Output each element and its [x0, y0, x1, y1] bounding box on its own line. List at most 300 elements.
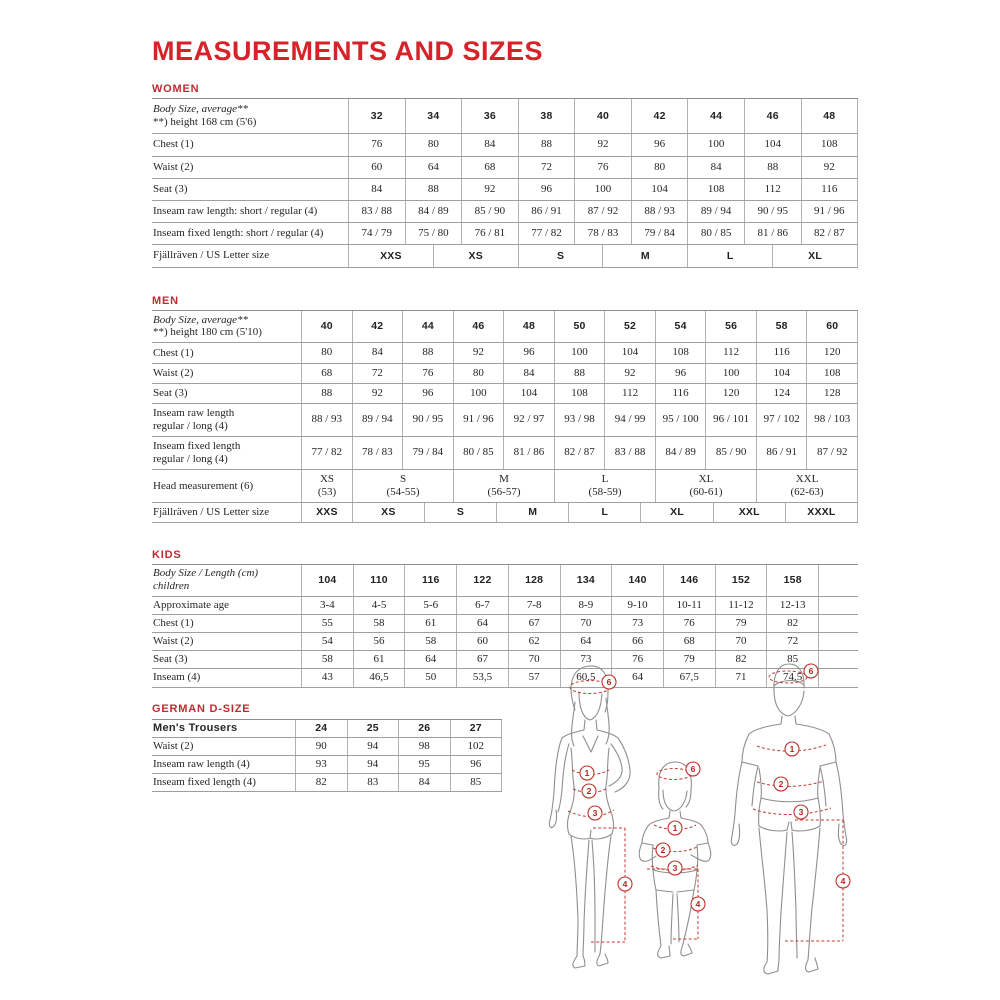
table-cell: XS (53): [301, 470, 352, 502]
svg-text:2: 2: [778, 779, 784, 789]
table-cell: 116: [756, 343, 807, 362]
table-cell: 87 / 92: [806, 437, 858, 469]
table-cell: 61: [353, 651, 405, 668]
table-cell: 76: [402, 364, 453, 383]
table-cell: XXS: [348, 245, 433, 266]
table-cell: 95 / 100: [655, 404, 706, 436]
table-cell: 134: [560, 565, 612, 595]
table-cell: 11-12: [715, 597, 767, 614]
seat-measure-badge: [588, 806, 602, 820]
head-measure-badge: [804, 664, 818, 678]
table-row: [152, 756, 502, 774]
chest-measure-badge: [580, 766, 594, 780]
men-size-table: [152, 310, 858, 524]
table-row: [152, 633, 858, 651]
svg-text:4: 4: [695, 899, 701, 909]
table-cell: 104: [756, 364, 807, 383]
table-cell: 96: [655, 364, 706, 383]
table-cell: 64: [456, 615, 508, 632]
table-cell: 67: [456, 651, 508, 668]
waist-measure-badge: [774, 777, 788, 791]
page-title: MEASUREMENTS AND SIZES: [152, 36, 544, 66]
table-cell: 53,5: [456, 669, 508, 686]
figure-woman: [549, 666, 632, 968]
row-label: Waist (2): [153, 634, 194, 647]
table-cell: 100: [705, 364, 756, 383]
table-cell: 116: [404, 565, 456, 595]
table-cell: L: [687, 245, 772, 266]
table-cell: L: [568, 503, 640, 522]
table-row: [152, 201, 858, 223]
svg-text:4: 4: [840, 876, 846, 886]
table-cell: 79 / 84: [402, 437, 453, 469]
table-cell: 68: [301, 364, 352, 383]
table-cell: 42: [631, 99, 688, 133]
table-cell: 73: [611, 615, 663, 632]
table-cell: 94: [347, 756, 399, 773]
table-row: [152, 311, 858, 344]
row-label: Inseam raw length regular / long (4): [153, 407, 235, 432]
table-cell: 112: [604, 384, 655, 403]
table-cell: 146: [663, 565, 715, 595]
table-cell: 110: [353, 565, 405, 595]
table-cell: 64: [405, 157, 462, 178]
table-cell: 82 / 87: [554, 437, 605, 469]
svg-text:1: 1: [789, 744, 795, 754]
inseam-measure-badge: [618, 877, 632, 891]
table-row: [152, 597, 858, 615]
table-cell: 50: [404, 669, 456, 686]
table-cell: 104: [301, 565, 353, 595]
table-cell: 67: [508, 615, 560, 632]
table-cell: 90: [295, 738, 347, 755]
table-cell: 61: [404, 615, 456, 632]
row-label: Seat (3): [153, 386, 188, 399]
table-cell: 84: [352, 343, 403, 362]
table-cell: 71: [715, 669, 767, 686]
table-cell: XS: [433, 245, 518, 266]
svg-text:4: 4: [622, 879, 628, 889]
table-cell: XL (60-61): [655, 470, 756, 502]
table-cell: 88 / 93: [301, 404, 352, 436]
table-row: [152, 615, 858, 633]
table-row: [152, 470, 858, 503]
table-cell: 76: [574, 157, 631, 178]
table-cell: 86 / 91: [518, 201, 575, 222]
table-cell: 96: [402, 384, 453, 403]
table-filler: [818, 597, 858, 614]
table-cell: 93: [295, 756, 347, 773]
table-cell: 122: [456, 565, 508, 595]
table-cell: 95: [398, 756, 450, 773]
table-cell: 116: [655, 384, 706, 403]
table-cell: XS: [352, 503, 424, 522]
seat-measure-badge: [668, 861, 682, 875]
table-cell: 55: [301, 615, 353, 632]
table-row: [152, 223, 858, 245]
table-cell: M (56-57): [453, 470, 554, 502]
row-label: Inseam raw length (4): [153, 757, 250, 770]
table-cell: 10-11: [663, 597, 715, 614]
table-cell: 48: [503, 311, 554, 343]
table-row: [152, 157, 858, 179]
table-cell: 58: [404, 633, 456, 650]
table-row: [152, 565, 858, 596]
table-cell: 84 / 89: [405, 201, 462, 222]
waist-measure-line: [757, 781, 824, 786]
svg-text:3: 3: [672, 863, 678, 873]
table-cell: 40: [574, 99, 631, 133]
table-cell: 98 / 103: [806, 404, 858, 436]
table-cell: 58: [756, 311, 807, 343]
table-cell: 36: [461, 99, 518, 133]
table-cell: 88: [518, 134, 575, 155]
table-cell: 54: [655, 311, 706, 343]
table-cell: 83: [347, 774, 399, 791]
table-cell: XXL: [713, 503, 785, 522]
row-label: Fjällräven / US Letter size: [153, 506, 270, 519]
table-cell: 100: [574, 179, 631, 200]
head-measure-badge: [602, 675, 616, 689]
table-cell: 70: [508, 651, 560, 668]
section-heading-women: WOMEN: [152, 83, 200, 95]
row-label: Men's Trousers: [153, 721, 238, 734]
row-label: Waist (2): [153, 739, 194, 752]
table-cell: 12-13: [766, 597, 818, 614]
chest-measure-badge: [668, 821, 682, 835]
row-label: Body Size / Length (cm) children: [153, 567, 259, 593]
row-label: Approximate age: [153, 598, 230, 611]
figure-man: [731, 664, 850, 974]
table-cell: 75 / 80: [405, 223, 462, 244]
table-cell: 74,5: [766, 669, 818, 686]
table-cell: 79: [715, 615, 767, 632]
table-row: [152, 384, 858, 404]
table-cell: 56: [705, 311, 756, 343]
table-cell: 84: [348, 179, 405, 200]
table-row: [152, 738, 502, 756]
table-cell: 89 / 94: [352, 404, 403, 436]
table-cell: 25: [347, 720, 399, 737]
row-label: Head measurement (6): [153, 479, 254, 492]
inseam-measure-line: [785, 820, 843, 941]
table-cell: 43: [301, 669, 353, 686]
row-label: Fjällräven / US Letter size: [153, 249, 270, 262]
table-row: [152, 179, 858, 201]
inseam-measure-badge: [836, 874, 850, 888]
table-cell: 76: [611, 651, 663, 668]
table-cell: 27: [450, 720, 503, 737]
svg-text:6: 6: [808, 666, 814, 676]
table-cell: 68: [461, 157, 518, 178]
table-cell: 46: [453, 311, 504, 343]
svg-text:1: 1: [672, 823, 678, 833]
table-cell: 77 / 82: [518, 223, 575, 244]
table-cell: 108: [687, 179, 744, 200]
table-cell: 82: [715, 651, 767, 668]
table-cell: 60: [348, 157, 405, 178]
table-cell: 85: [766, 651, 818, 668]
svg-text:2: 2: [586, 786, 592, 796]
table-cell: 92: [801, 157, 859, 178]
table-cell: 92: [574, 134, 631, 155]
table-cell: 66: [611, 633, 663, 650]
table-cell: 68: [663, 633, 715, 650]
table-cell: 104: [503, 384, 554, 403]
table-cell: 94: [347, 738, 399, 755]
table-cell: 81 / 86: [744, 223, 801, 244]
table-cell: 120: [705, 384, 756, 403]
table-cell: 102: [450, 738, 503, 755]
table-cell: 80 / 85: [453, 437, 504, 469]
table-cell: 100: [453, 384, 504, 403]
table-cell: 76: [348, 134, 405, 155]
table-cell: 24: [295, 720, 347, 737]
table-row: [152, 364, 858, 384]
table-cell: 88: [405, 179, 462, 200]
table-cell: 83 / 88: [604, 437, 655, 469]
table-cell: 84: [461, 134, 518, 155]
table-cell: 98: [398, 738, 450, 755]
table-filler: [818, 615, 858, 632]
svg-text:2: 2: [660, 845, 666, 855]
table-cell: XXL (62-63): [756, 470, 858, 502]
table-cell: 72: [518, 157, 575, 178]
table-cell: 9-10: [611, 597, 663, 614]
table-cell: 44: [402, 311, 453, 343]
table-row: [152, 245, 858, 267]
section-heading-men: MEN: [152, 294, 179, 307]
row-label: Inseam fixed length (4): [153, 776, 256, 789]
table-cell: 46,5: [353, 669, 405, 686]
table-cell: 92: [352, 384, 403, 403]
table-cell: 76: [663, 615, 715, 632]
table-cell: 100: [554, 343, 605, 362]
table-cell: 82: [766, 615, 818, 632]
row-label: Body Size, average** **) height 168 cm (5'6): [153, 103, 257, 129]
table-cell: 79 / 84: [631, 223, 688, 244]
table-cell: 120: [806, 343, 858, 362]
table-cell: 96: [631, 134, 688, 155]
table-cell: 96: [450, 756, 503, 773]
table-cell: XL: [772, 245, 858, 266]
table-cell: 58: [353, 615, 405, 632]
table-cell: 92: [461, 179, 518, 200]
table-cell: 116: [801, 179, 859, 200]
table-cell: 92 / 97: [503, 404, 554, 436]
table-cell: 97 / 102: [756, 404, 807, 436]
table-cell: 48: [801, 99, 859, 133]
table-cell: 104: [604, 343, 655, 362]
table-cell: 56: [353, 633, 405, 650]
table-cell: 64: [560, 633, 612, 650]
table-cell: 92: [604, 364, 655, 383]
table-cell: 89 / 94: [687, 201, 744, 222]
table-cell: 78 / 83: [352, 437, 403, 469]
table-cell: 70: [715, 633, 767, 650]
table-cell: 80: [301, 343, 352, 362]
table-row: [152, 720, 502, 738]
table-cell: 67,5: [663, 669, 715, 686]
row-label: Waist (2): [153, 160, 194, 173]
table-cell: 82 / 87: [801, 223, 859, 244]
table-cell: 84: [398, 774, 450, 791]
table-cell: 91 / 96: [801, 201, 859, 222]
table-cell: 108: [806, 364, 858, 383]
table-cell: 78 / 83: [574, 223, 631, 244]
table-cell: 64: [611, 669, 663, 686]
table-cell: 80 / 85: [687, 223, 744, 244]
table-cell: 62: [508, 633, 560, 650]
table-cell: 128: [508, 565, 560, 595]
table-cell: 8-9: [560, 597, 612, 614]
table-cell: 158: [766, 565, 818, 595]
table-cell: 76 / 81: [461, 223, 518, 244]
svg-text:1: 1: [584, 768, 590, 778]
table-cell: 81 / 86: [503, 437, 554, 469]
svg-text:3: 3: [798, 807, 804, 817]
table-cell: 60: [806, 311, 858, 343]
table-cell: 85 / 90: [705, 437, 756, 469]
table-cell: 42: [352, 311, 403, 343]
table-cell: L (58-59): [554, 470, 655, 502]
table-cell: 40: [301, 311, 352, 343]
table-cell: 70: [560, 615, 612, 632]
table-cell: M: [496, 503, 568, 522]
measurement-figures-illustration: [545, 652, 875, 997]
table-cell: 104: [744, 134, 801, 155]
table-row: [152, 503, 858, 523]
row-label: Inseam (4): [153, 671, 201, 684]
table-cell: 26: [398, 720, 450, 737]
table-cell: S: [424, 503, 496, 522]
table-cell: 57: [508, 669, 560, 686]
table-cell: 108: [801, 134, 859, 155]
table-cell: XL: [640, 503, 712, 522]
seat-measure-badge: [794, 805, 808, 819]
table-row: [152, 437, 858, 470]
table-cell: 73: [560, 651, 612, 668]
table-row: [152, 404, 858, 437]
table-cell: 96: [503, 343, 554, 362]
table-cell: 52: [604, 311, 655, 343]
table-cell: 32: [348, 99, 405, 133]
table-cell: 108: [655, 343, 706, 362]
table-cell: 64: [404, 651, 456, 668]
table-cell: 91 / 96: [453, 404, 504, 436]
table-cell: 152: [715, 565, 767, 595]
table-cell: 83 / 88: [348, 201, 405, 222]
table-cell: 100: [687, 134, 744, 155]
row-label: Chest (1): [153, 138, 194, 151]
row-label: Inseam fixed length: short / regular (4): [153, 227, 324, 240]
table-cell: 96: [518, 179, 575, 200]
table-cell: 38: [518, 99, 575, 133]
table-filler: [818, 633, 858, 650]
row-label: Seat (3): [153, 182, 188, 195]
table-cell: 54: [301, 633, 353, 650]
table-cell: 58: [301, 651, 353, 668]
table-cell: 84 / 89: [655, 437, 706, 469]
table-cell: 77 / 82: [301, 437, 352, 469]
section-heading-kids: KIDS: [152, 549, 182, 562]
table-row: [152, 134, 858, 156]
table-cell: 60: [456, 633, 508, 650]
row-label: Chest (1): [153, 346, 194, 359]
table-cell: 86 / 91: [756, 437, 807, 469]
table-cell: 50: [554, 311, 605, 343]
row-label: Seat (3): [153, 653, 188, 666]
chest-measure-badge: [785, 742, 799, 756]
table-cell: 104: [631, 179, 688, 200]
women-size-table: [152, 98, 858, 268]
svg-text:6: 6: [606, 677, 612, 687]
table-cell: 88: [402, 343, 453, 362]
row-label: Waist (2): [153, 366, 194, 379]
table-cell: 93 / 98: [554, 404, 605, 436]
table-cell: 44: [687, 99, 744, 133]
table-cell: 7-8: [508, 597, 560, 614]
waist-measure-badge: [656, 843, 670, 857]
table-cell: 85: [450, 774, 503, 791]
section-heading-german: GERMAN D-SIZE: [152, 702, 251, 715]
table-cell: 124: [756, 384, 807, 403]
table-row: [152, 343, 858, 363]
inseam-measure-badge: [691, 897, 705, 911]
table-cell: S (54-55): [352, 470, 453, 502]
table-cell: 85 / 90: [461, 201, 518, 222]
table-cell: 72: [766, 633, 818, 650]
table-cell: XXS: [301, 503, 352, 522]
table-cell: XXXL: [785, 503, 858, 522]
table-cell: 112: [744, 179, 801, 200]
table-cell: 128: [806, 384, 858, 403]
german-size-table: [152, 719, 502, 793]
table-cell: 87 / 92: [574, 201, 631, 222]
table-row: [152, 99, 858, 134]
table-row: [152, 774, 502, 792]
head-measure-badge: [686, 762, 700, 776]
table-cell: 140: [611, 565, 663, 595]
table-cell: 4-5: [353, 597, 405, 614]
table-cell: 80: [453, 364, 504, 383]
table-cell: 88 / 93: [631, 201, 688, 222]
waist-measure-badge: [582, 784, 596, 798]
row-label: Inseam raw length: short / regular (4): [153, 204, 318, 217]
table-cell: 6-7: [456, 597, 508, 614]
table-cell: 84: [503, 364, 554, 383]
table-cell: 92: [453, 343, 504, 362]
table-cell: 46: [744, 99, 801, 133]
svg-text:3: 3: [592, 808, 598, 818]
table-cell: 88: [554, 364, 605, 383]
table-cell: 90 / 95: [402, 404, 453, 436]
table-cell: 80: [405, 134, 462, 155]
table-cell: 88: [744, 157, 801, 178]
table-cell: 112: [705, 343, 756, 362]
table-cell: 88: [301, 384, 352, 403]
table-cell: 34: [405, 99, 462, 133]
svg-text:6: 6: [690, 764, 696, 774]
table-cell: 3-4: [301, 597, 353, 614]
table-cell: 90 / 95: [744, 201, 801, 222]
table-filler: [818, 565, 858, 595]
table-cell: 79: [663, 651, 715, 668]
table-cell: 5-6: [404, 597, 456, 614]
table-cell: 74 / 79: [348, 223, 405, 244]
row-label: Body Size, average** **) height 180 cm (5'10): [153, 313, 262, 339]
table-cell: 82: [295, 774, 347, 791]
